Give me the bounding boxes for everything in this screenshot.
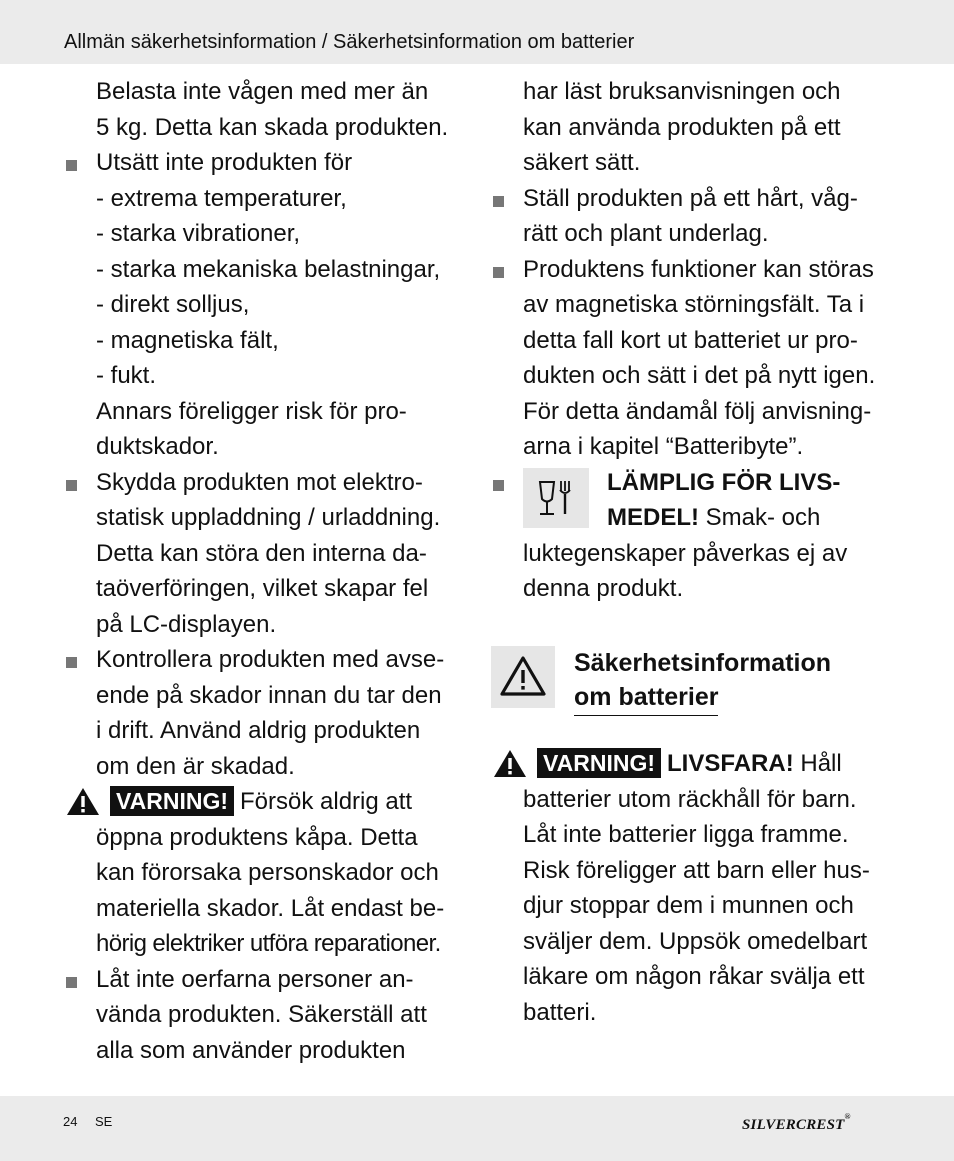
text-line: om den är skadad. [96,752,295,780]
warning-badge: VARNING! [537,748,661,778]
warning-triangle-icon [66,787,100,816]
text-line: vända produkten. Säkerställ att [96,1001,427,1028]
bullet-text: Utsätt inte produkten för [96,149,353,176]
bullet-text: Skydda produkten mot elektro- [96,468,423,496]
warning-text: Håll [793,750,842,777]
text-line: detta fall kort ut batteriet ur pro- [523,326,858,354]
text-line: statisk uppladdning / urladdning. [96,504,441,531]
warning-triangle-icon [493,749,527,778]
text-line: batteri. [523,998,597,1026]
text-line: hörig elektriker utföra reparationer. [96,930,441,957]
bullet-square-icon [493,480,504,491]
bullet-text: Ställ produkten på ett hårt, våg- [523,184,858,212]
text-line: öppna produktens kåpa. Detta [96,823,418,851]
list-item: - starka vibrationer, [96,220,301,247]
bullet-square-icon [66,480,77,491]
bullet-text: Kontrollera produkten med avse- [96,646,445,673]
bullet-square-icon [493,267,504,278]
bullet-line [96,642,471,678]
battery-section-heading [491,646,911,726]
text-line: i drift. Använd aldrig produkten [96,717,421,744]
text-line: denna produkt. [523,575,684,602]
text-line: Risk föreligger att barn eller hus- [523,856,870,884]
text-line: luktegenskaper påverkas ej av [523,539,848,567]
brand-mark: ® [844,1112,851,1121]
brand-logo [742,1112,851,1135]
bullet-square-icon [493,196,504,207]
bullet-line [96,145,471,181]
text-line: kan förorsaka personskador och [96,859,439,886]
text-line: har läst bruksanvisningen och [523,78,841,105]
left-column [96,74,471,1068]
bullet-text: Produktens funktioner kan störas [523,255,874,283]
text-line: läkare om någon råkar svälja ett [523,963,865,990]
food-safe-text: Smak- och [699,504,821,531]
section-title [574,646,831,716]
text-line: ende på skador innan du tar den [96,681,442,709]
text-line: kan använda produkten på ett [523,113,841,141]
text-line: taöverföringen, vilket skapar fel [96,575,429,602]
brand-crest: CREST [796,1117,845,1133]
bullet-square-icon [66,160,77,171]
section-warning-box [491,646,555,708]
language-code: SE [95,1114,113,1129]
list-item: - magnetiska fält, [96,326,279,354]
section-title-line: om batterier [574,680,718,716]
text-line: rätt och plant underlag. [523,220,769,247]
warning-outline-icon [491,646,555,708]
text-line: säkert sätt. [523,149,641,176]
header-title: Allmän säkerhetsinformation / Säkerhetsinformation om batterier [64,31,635,53]
text-line: materiella skador. Låt endast be- [96,894,445,922]
text-line: batterier utom räckhåll för barn. [523,785,857,813]
text-line: 5 kg. Detta kan skada produkten. [96,113,449,141]
text-line: dukten och sätt i det på nytt igen. [523,362,876,389]
text-line: sväljer dem. Uppsök omedelbart [523,927,868,955]
danger-label: LIVSFARA! [667,750,794,777]
text-line: arna i kapitel “Batteribyte”. [523,433,804,460]
text-line: alla som använder produkten [96,1036,406,1064]
text-line: av magnetiska störningsfält. Ta i [523,291,865,318]
battery-warning [523,746,903,1030]
page-header [0,0,954,64]
brand-silver: SILVER [742,1117,797,1133]
warning-line [523,746,903,782]
warning-text: Försök aldrig att [240,788,413,815]
food-safe-block [523,465,903,607]
text-line: Låt inte batterier ligga framme. [523,821,849,848]
warning-badge: VARNING! [110,786,234,816]
bullet-line [96,962,471,998]
bullet-line [523,181,903,217]
food-safe-line [523,465,903,501]
food-safe-title: LÄMPLIG FÖR LIVS- [607,468,841,496]
text-line: duktskador. [96,433,219,460]
page-footer [0,1096,954,1161]
text-line: Annars föreligger risk för pro- [96,397,407,425]
bullet-line [96,465,471,501]
bullet-square-icon [66,657,77,668]
page-number: 24 [63,1114,78,1129]
warning-line [96,784,471,820]
bullet-line [523,252,903,288]
section-title-line: Säkerhetsinformation [574,649,832,677]
right-column [523,74,903,607]
food-safe-line [523,500,903,536]
list-item: - extrema temperaturer, [96,184,347,212]
text-line: Detta kan störa den interna da- [96,539,427,567]
text-line: djur stoppar dem i munnen och [523,892,854,919]
list-item: - starka mekaniska belastningar, [96,255,441,283]
text-line: För detta ändamål följ anvisning- [523,397,872,425]
bullet-square-icon [66,977,77,988]
list-item: - direkt solljus, [96,291,250,318]
text-line: Belasta inte vågen med mer än [96,78,429,105]
list-item: - fukt. [96,362,157,389]
bullet-text: Låt inte oerfarna personer an- [96,965,414,993]
food-safe-title-end: MEDEL! [607,504,699,531]
text-line: på LC-displayen. [96,610,277,638]
